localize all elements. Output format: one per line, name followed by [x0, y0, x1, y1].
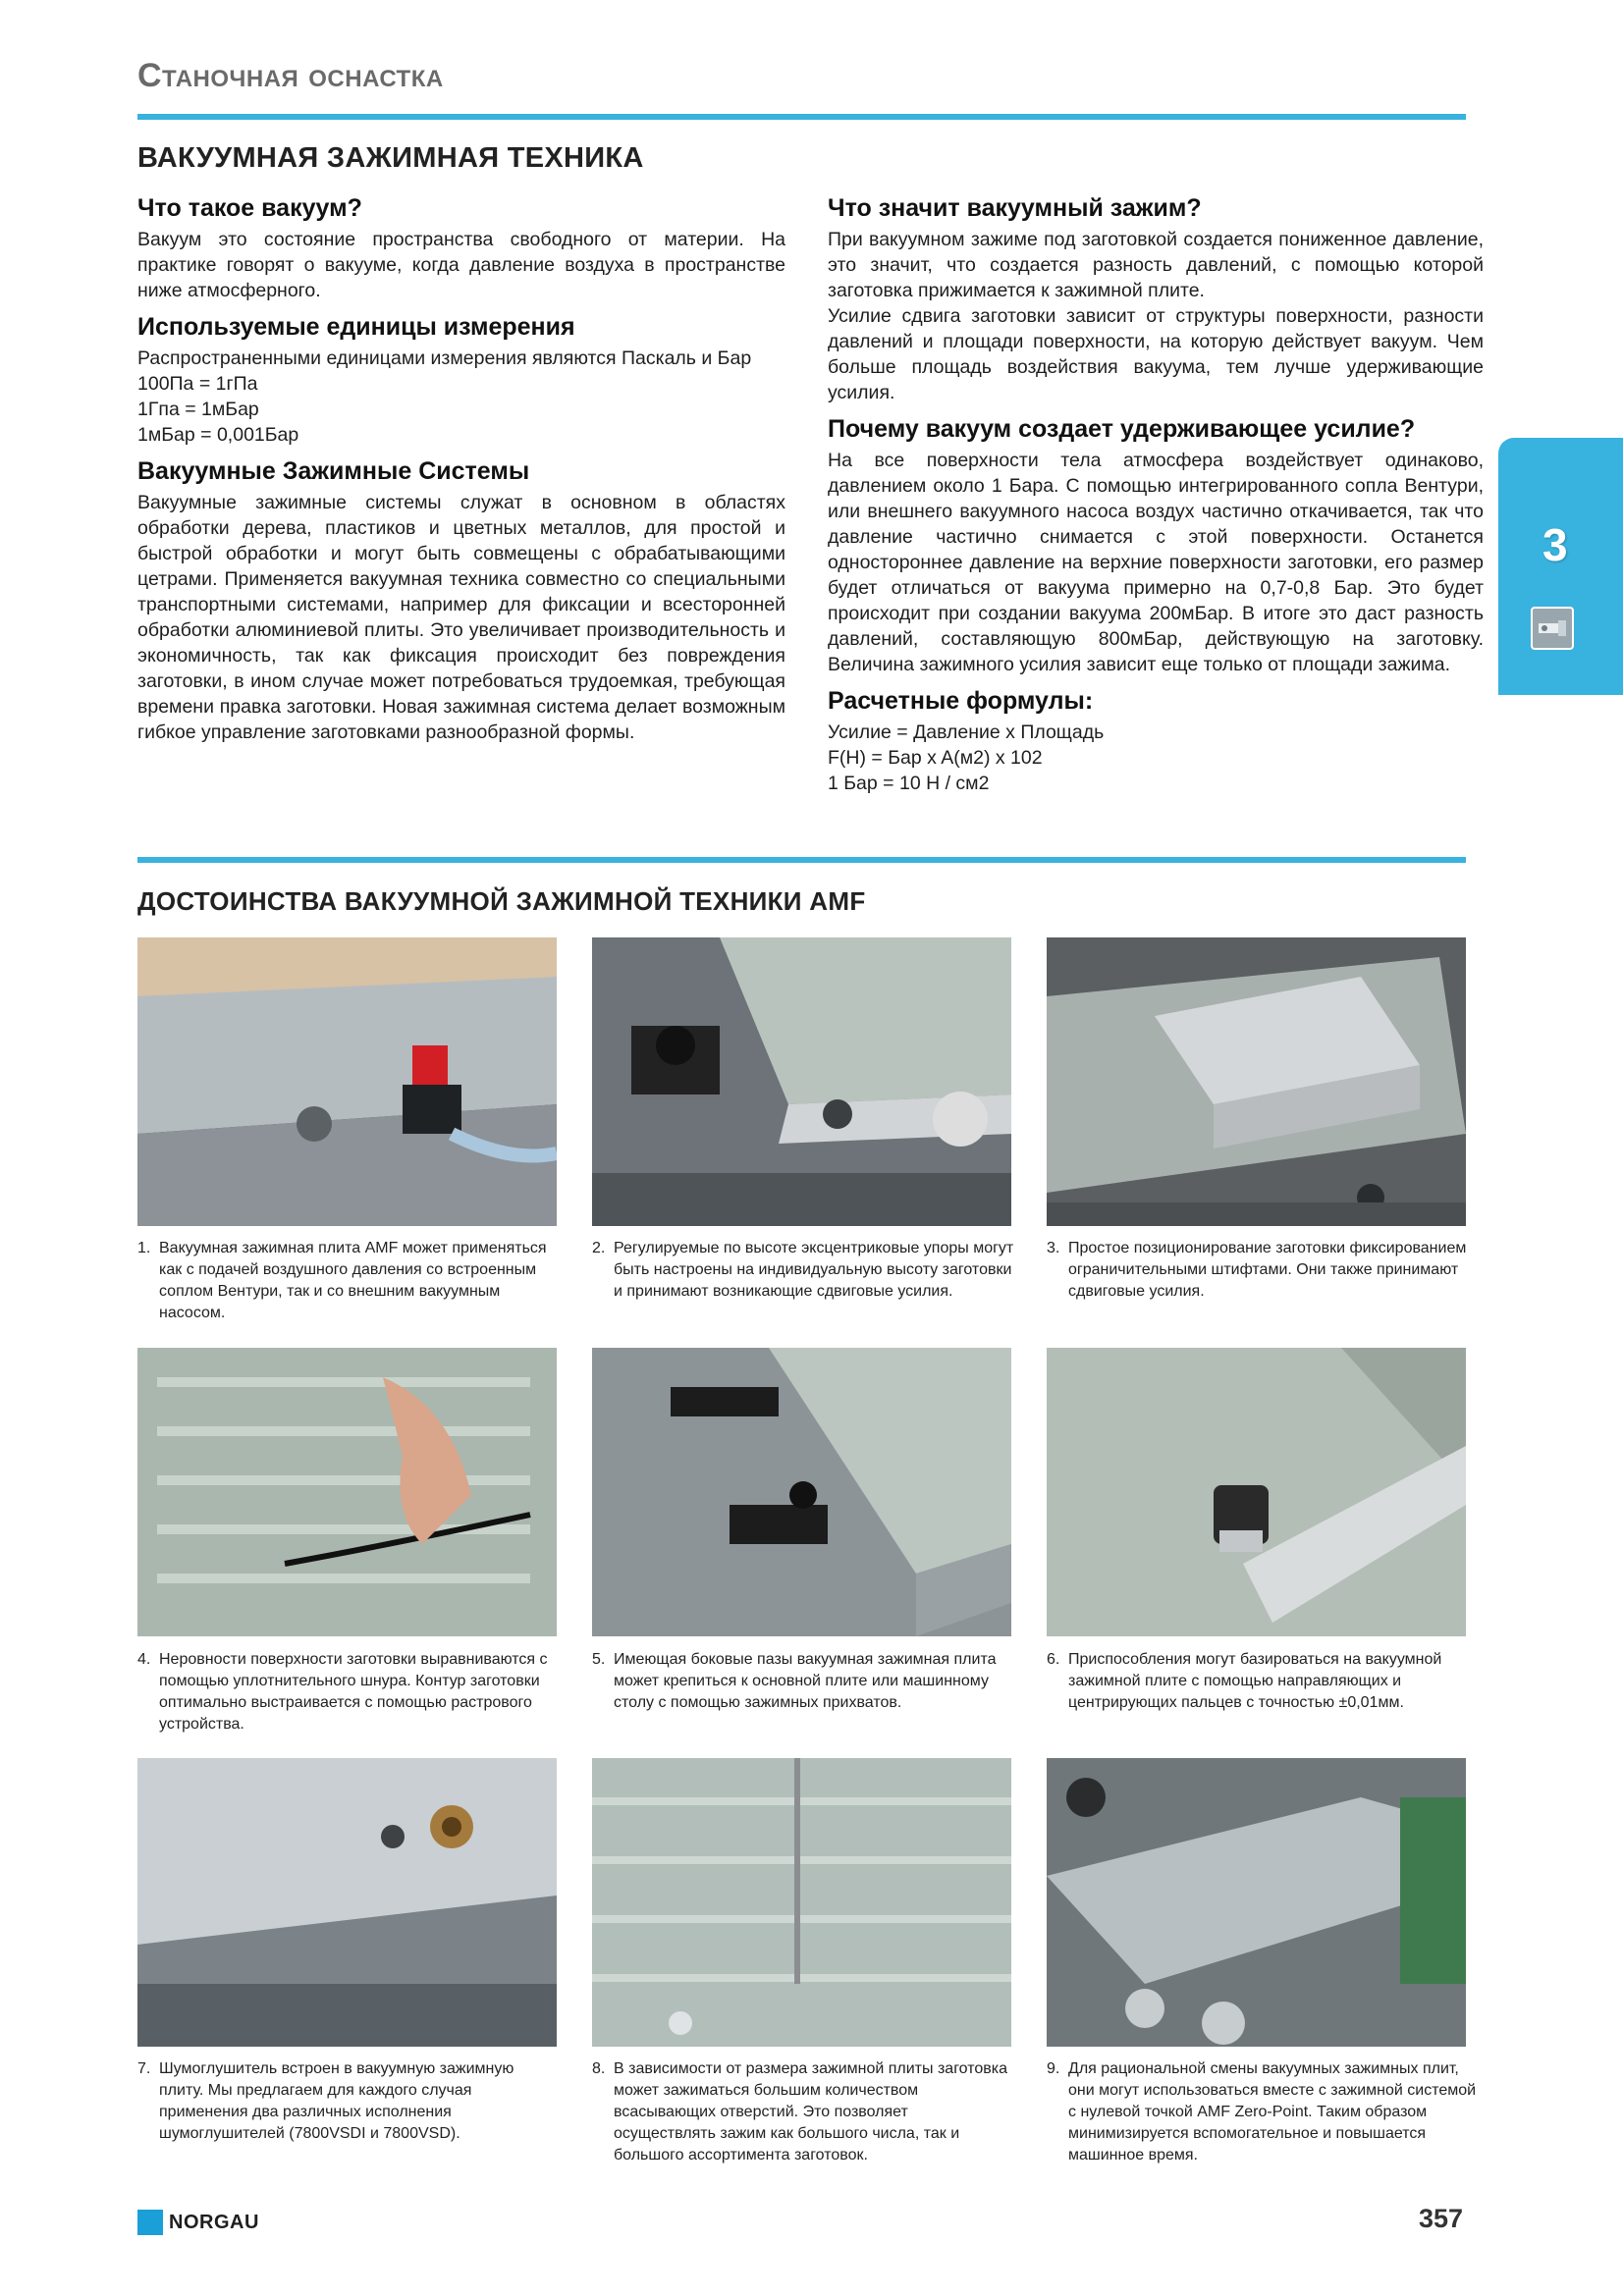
units-line: 1мБар = 0,001Бар	[137, 424, 299, 446]
section-divider	[137, 857, 1466, 863]
photo-sealing-cord	[137, 1348, 557, 1636]
caption-number: 6.	[1047, 1651, 1060, 1668]
photo-silencer	[137, 1758, 557, 2047]
intro-title: ВАКУУМНАЯ ЗАЖИМНАЯ ТЕХНИКА	[137, 142, 644, 174]
brand-logo[interactable]	[137, 2210, 259, 2235]
systems-text: Вакуумные зажимные системы служат в основном в областях обработки дерева, пластиков и цветных металлов, для простой и быстрой обработки и могут быть совмещены с обрабатывающими цетрами. Применяется вакуумная техника совместно со специальными транспортными системами, например для фиксации и всесторонней обработки алюминиевой плиты. Это увеличивает производительность и экономичность, так как фиксация происходит без повреждения заготовки, в ином случае может потребоваться трудоемкая, требующая времени правка заготовки. Новая зажимная система делает возможным гибкое управление заготовками разнообразной формы.	[137, 492, 785, 743]
photo-centering-pins	[1047, 1348, 1466, 1636]
caption-7	[137, 2058, 560, 2145]
caption-number: 1.	[137, 1240, 151, 1256]
caption-number: 4.	[137, 1651, 151, 1668]
caption-text: Шумоглушитель встроен в вакуумную зажимную плиту. Мы предлагаем для каждого случая применения два различных исполнения шумоглушителей (7800VSDI и 7800VSD).	[159, 2060, 514, 2142]
caption-text: Имеющая боковые пазы вакуумная зажимная плита может крепиться к основной плите или машинному столу с помощью зажимных прихватов.	[614, 1651, 997, 1711]
caption-1	[137, 1238, 560, 1324]
caption-text: Для рациональной смены вакуумных зажимных плит, они могут использоваться вместе с зажимной системой с нулевой точкой AMF Zero-Point. Таким образом минимизируется вспомогательное и повышается машинное время.	[1068, 2060, 1477, 2163]
what-is-vacuum-text: Вакуум это состояние пространства свободного от материи. На практике говорят о вакууме, когда давление воздуха в пространстве ниже атмосферного.	[137, 229, 785, 301]
intro-right-column	[828, 194, 1484, 806]
photo-side-clamps	[592, 1348, 1011, 1636]
caption-3	[1047, 1238, 1469, 1303]
photo-zero-point	[1047, 1758, 1466, 2047]
intro-left-column	[137, 194, 785, 755]
systems-block	[137, 457, 785, 745]
caption-number: 7.	[137, 2060, 151, 2077]
brand-name: NORGAU	[169, 2211, 259, 2233]
photo-eccentric-stops	[592, 937, 1011, 1226]
units-heading: Используемые единицы измерения	[137, 313, 575, 341]
caption-number: 9.	[1047, 2060, 1060, 2077]
photo-positioning-pins	[1047, 937, 1466, 1226]
systems-heading: Вакуумные Зажимные Системы	[137, 457, 530, 485]
chapter-number: 3	[1542, 519, 1568, 570]
caption-text: Простое позиционирование заготовки фиксированием ограничительными штифтами. Они также принимают сдвиговые усилия.	[1068, 1240, 1467, 1300]
header-divider	[137, 114, 1466, 120]
formula-line: 1 Бар = 10 Н / см2	[828, 773, 990, 794]
caption-text: В зависимости от размера зажимной плиты заготовка может зажиматься большим количеством всасывающих отверстий. Это позволяет осуществлять зажим как большого числа, так и большого ассортимента заготовок.	[614, 2060, 1008, 2163]
units-line: 1Гпа = 1мБар	[137, 399, 259, 420]
clamp-meaning-block	[828, 194, 1484, 405]
caption-number: 5.	[592, 1651, 606, 1668]
clamp-meaning-text: При вакуумном зажиме под заготовкой создается пониженное давление, это значит, что создается разность давлений, с помощью которой заготовка прижимается к зажимной плите.	[828, 229, 1484, 301]
what-is-vacuum-block	[137, 194, 785, 303]
photo-vacuum-plate-valve	[137, 937, 557, 1226]
units-line: 100Па = 1гПа	[137, 373, 258, 395]
logo-square-icon	[137, 2210, 163, 2235]
why-holding-text: На все поверхности тела атмосфера воздействует одинаково, давлением около 1 Бара. С помощью интегрированного сопла Вентури, или внешнего вакуумного насоса воздух частично откачивается, так что давление частично снимается с этой поверхности. Останется одностороннее давление на верхние поверхности заготовки, его размер будет отличаться от вакуума примерно на 0,7-0,8 Бар. Это будет происходит при создании вакуума 200мБар. В итоге это даст разность давлений, составляющую 800мБар, действующую на заготовку. Величина зажимного усилия зависит еще только от площади зажима.	[828, 450, 1484, 675]
clamp-meaning-text: Усилие сдвига заготовки зависит от структуры поверхности, разности давлений и площади поверхности, на которую действует вакуум. Чем больше площадь воздействия вакуума, тем лучше удерживающие усилия.	[828, 305, 1484, 403]
photo-suction-holes	[592, 1758, 1011, 2047]
formula-line: Усилие = Давление x Площадь	[828, 721, 1105, 743]
units-line: Распространенными единицами измерения являются Паскаль и Бар	[137, 347, 752, 369]
why-holding-heading: Почему вакуум создает удерживающее усилие?	[828, 415, 1416, 443]
formulas-block	[828, 687, 1484, 796]
formula-line: F(H) = Бар x A(м2) x 102	[828, 747, 1043, 769]
caption-4	[137, 1649, 560, 1735]
vacuum-fitting-icon	[1531, 607, 1574, 650]
formulas-heading: Расчетные формулы:	[828, 687, 1094, 715]
why-holding-block	[828, 415, 1484, 677]
caption-number: 2.	[592, 1240, 606, 1256]
caption-text: Приспособления могут базироваться на вакуумной зажимной плите с помощью направляющих и центрирующих пальцев с точностью ±0,01мм.	[1068, 1651, 1442, 1711]
caption-9	[1047, 2058, 1479, 2166]
page-number: 357	[1419, 2204, 1464, 2233]
caption-number: 8.	[592, 2060, 606, 2077]
caption-2	[592, 1238, 1014, 1303]
caption-text: Неровности поверхности заготовки выравниваются с помощью уплотнительного шнура. Контур заготовки оптимально выстраивается с помощью растрового устройства.	[159, 1651, 548, 1733]
caption-text: Регулируемые по высоте эксцентриковые упоры могут быть настроены на индивидуальную высоту заготовки и принимают возникающие сдвиговые усилия.	[614, 1240, 1014, 1300]
caption-number: 3.	[1047, 1240, 1060, 1256]
caption-8	[592, 2058, 1014, 2166]
clamp-meaning-heading: Что значит вакуумный зажим?	[828, 194, 1202, 222]
what-is-vacuum-heading: Что такое вакуум?	[137, 194, 362, 222]
section-title: Станочная оснастка	[137, 57, 444, 94]
caption-text: Вакуумная зажимная плита AMF может применяться как с подачей воздушного давления со встроенным соплом Вентури, так и со внешним вакуумным насосом.	[159, 1240, 547, 1321]
chapter-tab[interactable]	[1498, 438, 1623, 695]
caption-5	[592, 1649, 1014, 1714]
units-block	[137, 313, 785, 448]
caption-6	[1047, 1649, 1469, 1714]
advantages-title: ДОСТОИНСТВА ВАКУУМНОЙ ЗАЖИМНОЙ ТЕХНИКИ AMF	[137, 886, 866, 916]
